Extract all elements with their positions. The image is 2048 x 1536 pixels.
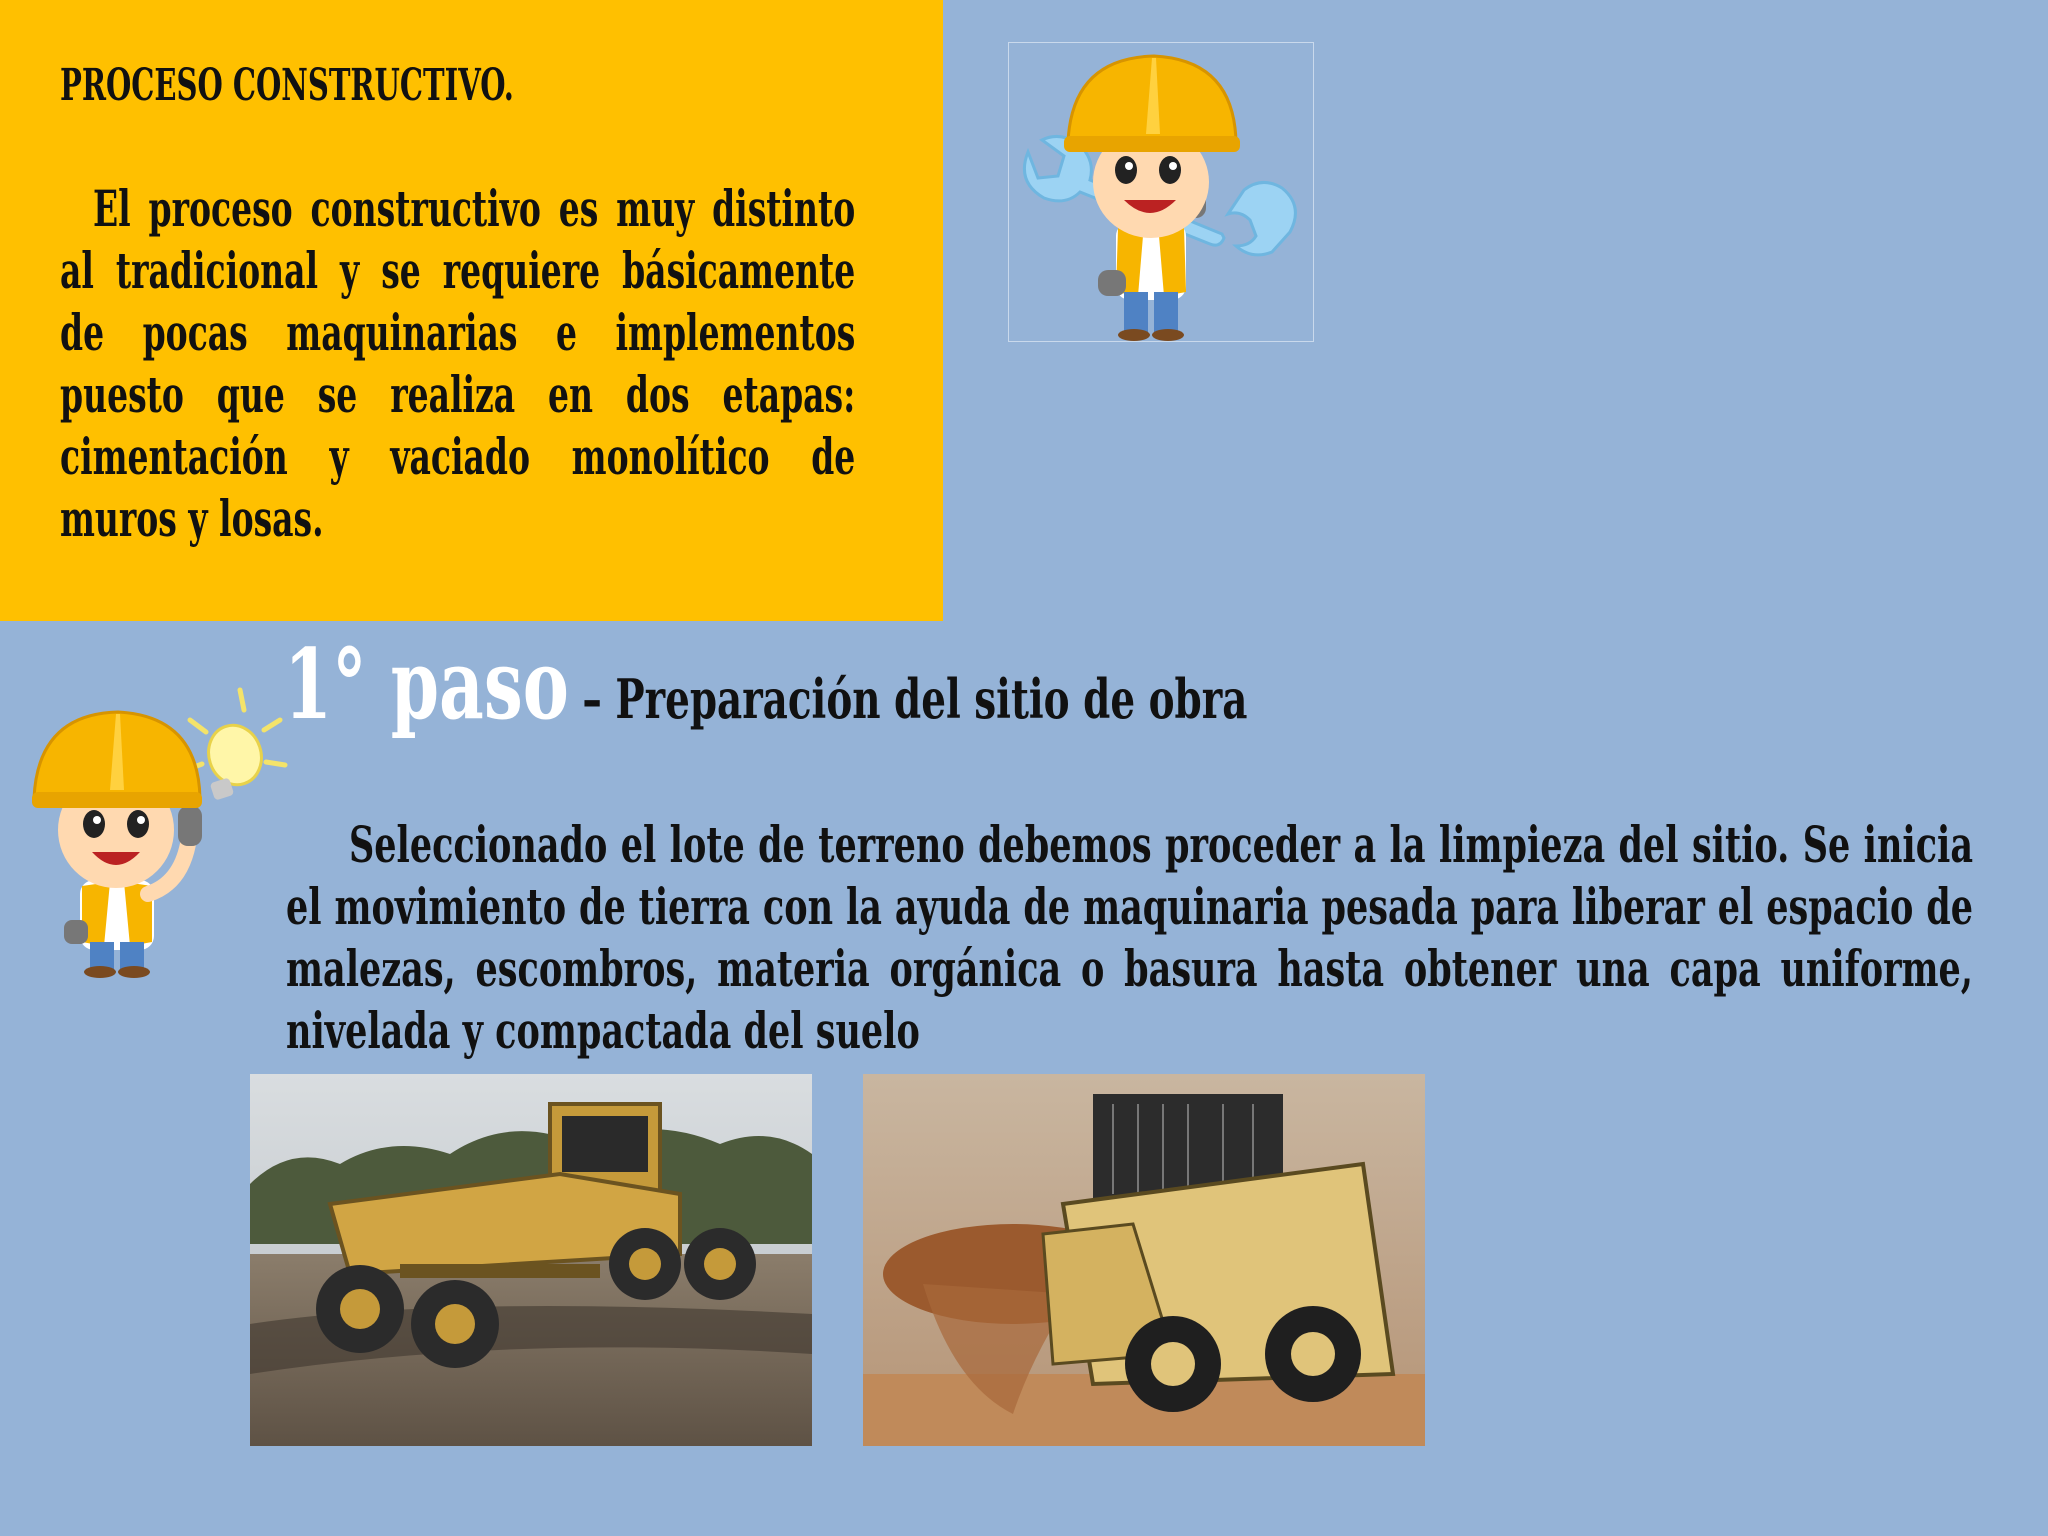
lightbulb-icon xyxy=(186,690,285,801)
motor-grader-photo xyxy=(250,1074,812,1446)
step-paragraph: Seleccionado el lote de terreno debemos proceder a la limpieza del sitio. Se inicia el movimiento de tierra con la ayuda de maquinaria pesada para liberar el espacio de malezas, escombros, materia orgánica o basura hasta obtener una capa uniforme, nivelada y compactada del suelo xyxy=(286,815,1973,1060)
skid-steer-photo xyxy=(863,1074,1425,1446)
step-number: 1° paso xyxy=(284,628,569,741)
intro-paragraph: El proceso constructivo es muy distinto al tradicional y se requiere básicamente de pocas maquinarias e implementos puesto que se realiza en dos etapas: cimentación y vaciado monolítico de muros y losas. xyxy=(60,179,856,548)
worker-with-idea-icon xyxy=(30,680,290,980)
intro-title: PROCESO CONSTRUCTIVO. xyxy=(60,60,514,111)
step-title: – Preparación del sitio de obra xyxy=(568,667,1248,731)
intro-box xyxy=(0,0,943,621)
step-heading xyxy=(284,630,1247,740)
worker-with-wrench-icon xyxy=(1008,42,1314,342)
